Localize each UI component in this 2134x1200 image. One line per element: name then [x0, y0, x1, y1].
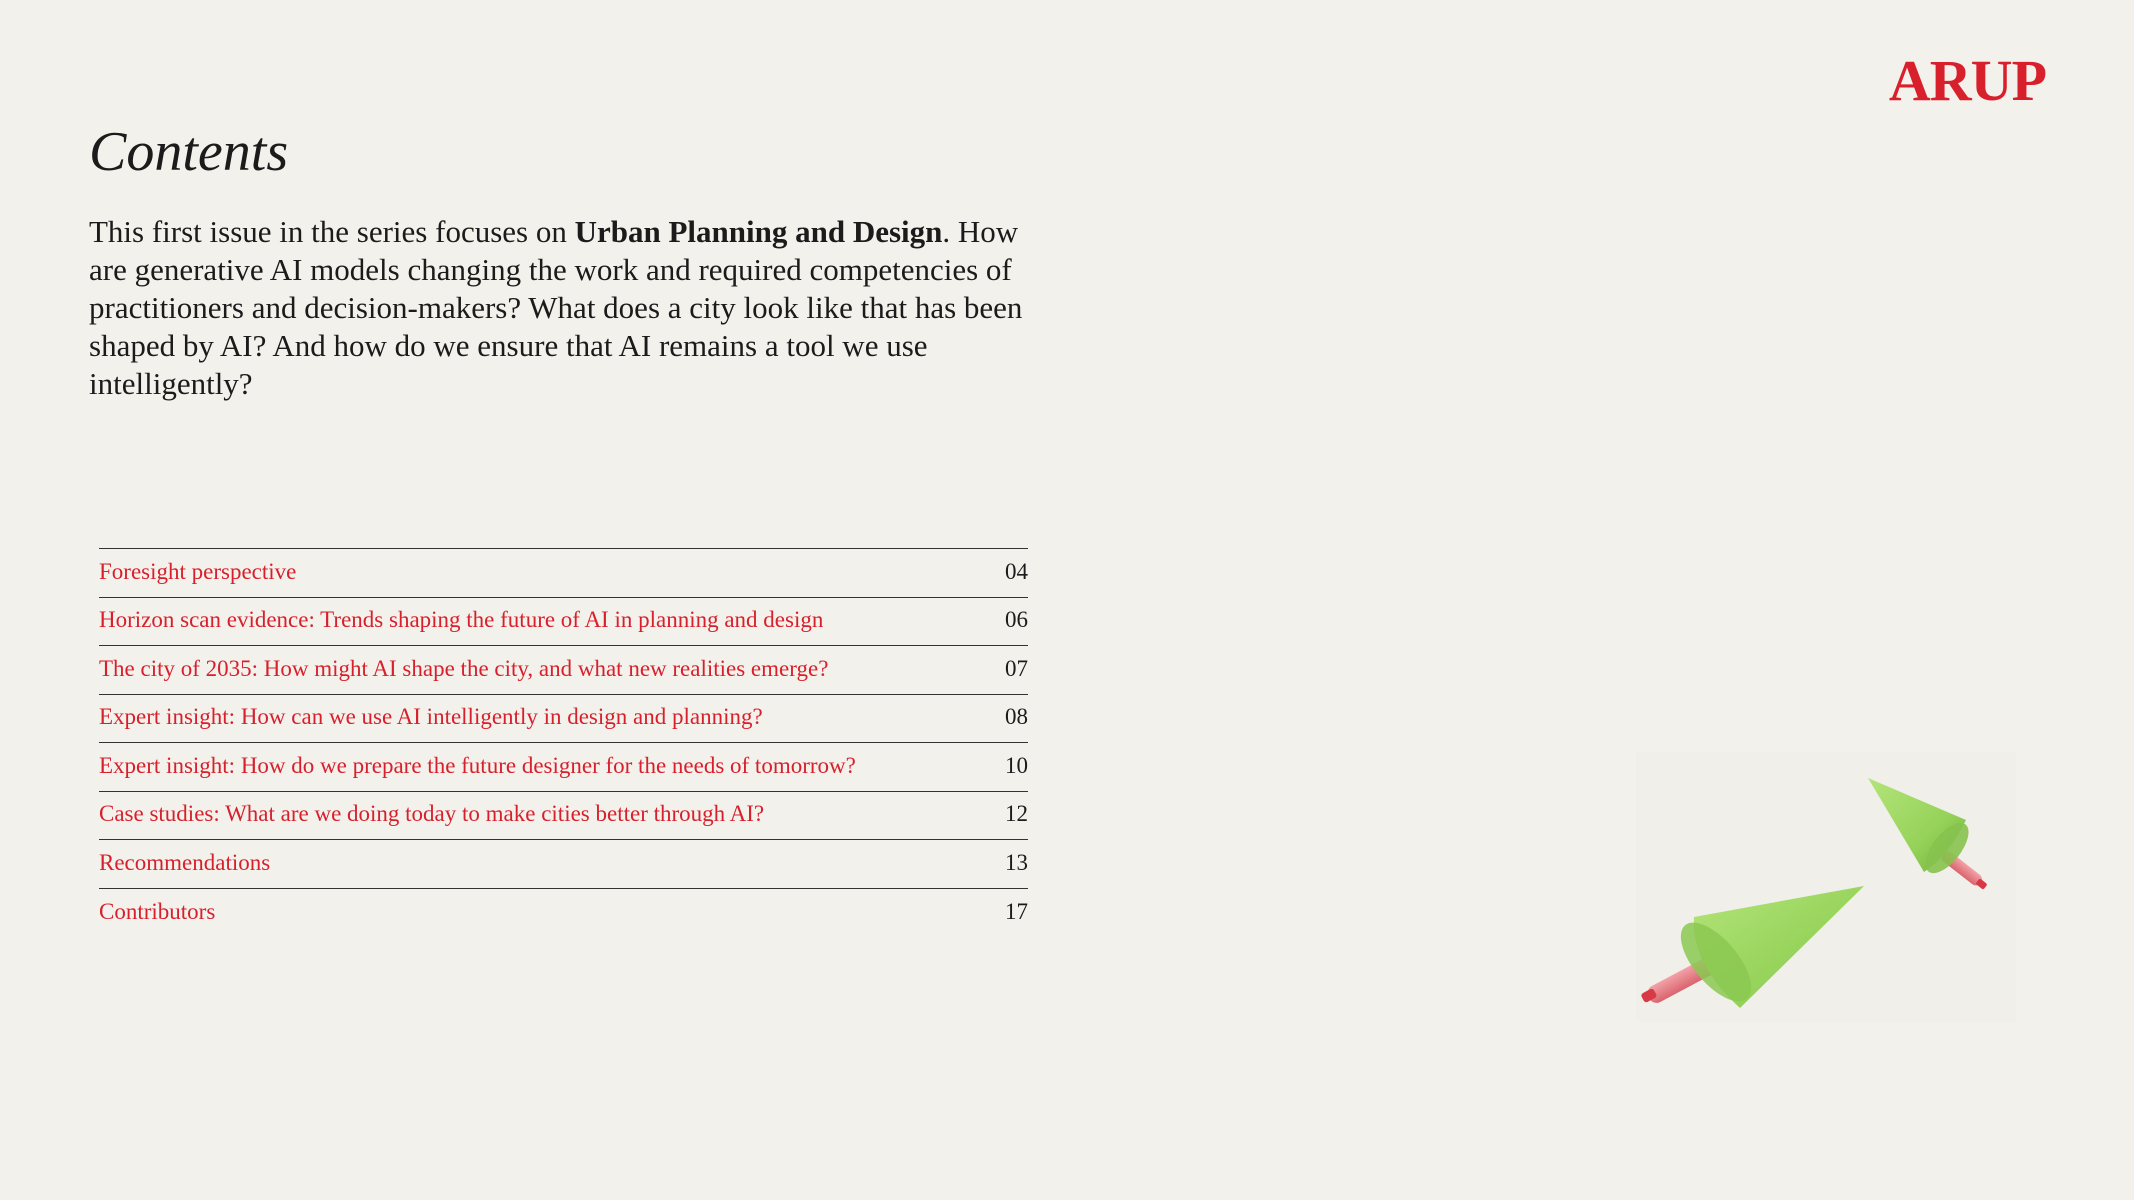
toc-item-page: 12 [1005, 801, 1028, 827]
intro-paragraph [89, 213, 1029, 403]
toc-item[interactable] [99, 646, 1028, 695]
toc-item-page: 04 [1005, 558, 1028, 584]
arup-logo: ARUP [1888, 48, 2046, 113]
toc-item-label[interactable]: Expert insight: How do we prepare the future designer for the needs of tomorrow? [99, 752, 856, 778]
toc-item-page: 10 [1005, 752, 1028, 778]
toc-item[interactable] [99, 549, 1028, 598]
toc-item[interactable] [99, 840, 1028, 889]
intro-topic: Urban Planning and Design [574, 214, 943, 249]
toc-item-label[interactable]: Contributors [99, 898, 216, 924]
toc-item-page: 17 [1005, 898, 1028, 924]
toc-item[interactable] [99, 889, 1028, 938]
toc-item-page: 06 [1005, 607, 1028, 633]
toc-item[interactable] [99, 743, 1028, 792]
toc-item-label[interactable]: Recommendations [99, 849, 271, 875]
toc-item[interactable] [99, 695, 1028, 744]
toc-item-label[interactable]: Expert insight: How can we use AI intelligently in design and planning? [99, 704, 763, 730]
green-cones-illustration [1636, 752, 2016, 1022]
toc-item-label[interactable]: Horizon scan evidence: Trends shaping the future of AI in planning and design [99, 607, 824, 633]
toc-item-page: 08 [1005, 704, 1028, 730]
intro-text-start: This first issue in the series focuses on [89, 214, 575, 249]
page-title: Contents [89, 121, 289, 183]
table-of-contents [99, 548, 1028, 937]
toc-item[interactable] [99, 598, 1028, 647]
toc-item[interactable] [99, 792, 1028, 841]
toc-item-page: 13 [1005, 849, 1028, 875]
toc-item-page: 07 [1005, 655, 1028, 681]
toc-item-label[interactable]: Case studies: What are we doing today to make cities better through AI? [99, 801, 765, 827]
intro-text-end: . How are generative AI models changing the work and required competencies of practitioners and decision-makers? What does a city look like that has been shaped by AI? And how do we ensure that AI remains a tool we use intelligently? [89, 214, 1023, 401]
toc-item-label[interactable]: Foresight perspective [99, 558, 297, 584]
toc-item-label[interactable]: The city of 2035: How might AI shape the city, and what new realities emerge? [99, 655, 829, 681]
